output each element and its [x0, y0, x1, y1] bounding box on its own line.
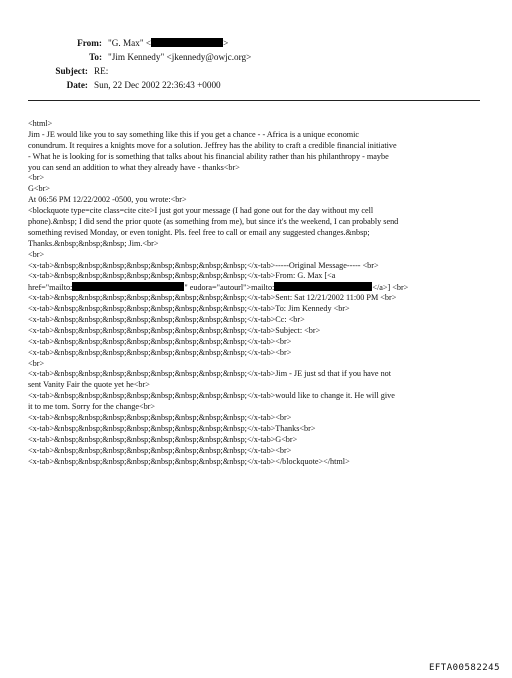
- date-label: Date:: [66, 80, 88, 90]
- subject-value: RE:: [94, 66, 109, 76]
- subject-label: Subject:: [55, 66, 88, 76]
- body-line: <x-tab>&nbsp;&nbsp;&nbsp;&nbsp;&nbsp;&nbsp;&nbsp;&nbsp;</x-tab></blockquote></html>: [28, 456, 350, 466]
- body-line: <x-tab>&nbsp;&nbsp;&nbsp;&nbsp;&nbsp;&nbsp;&nbsp;&nbsp;</x-tab>Jim - JE just sd that if you have not: [28, 369, 392, 379]
- body-line: <br>: [28, 358, 45, 368]
- body-line: phone).&nbsp; I did send the prior quote (as something from me), but since it's the weekend, I can probably send: [28, 217, 399, 227]
- redaction-bar: [72, 282, 184, 291]
- body-line: <x-tab>&nbsp;&nbsp;&nbsp;&nbsp;&nbsp;&nbsp;&nbsp;&nbsp;</x-tab>Sent: Sat 12/21/2002 11:00 PM <br>: [28, 293, 397, 303]
- body-line: <x-tab>&nbsp;&nbsp;&nbsp;&nbsp;&nbsp;&nbsp;&nbsp;&nbsp;</x-tab>Cc: <br>: [28, 315, 305, 325]
- body-line: <x-tab>&nbsp;&nbsp;&nbsp;&nbsp;&nbsp;&nbsp;&nbsp;&nbsp;</x-tab><br>: [28, 336, 292, 346]
- body-line: sent Vanity Fair the quote yet he<br>: [28, 380, 150, 390]
- body-line: - What he is looking for is something that talks about his financial ability rather than his philanthropy - maybe: [28, 151, 389, 161]
- body-line: <x-tab>&nbsp;&nbsp;&nbsp;&nbsp;&nbsp;&nbsp;&nbsp;&nbsp;</x-tab>G<br>: [28, 434, 298, 444]
- body-line-redacted: href="mailto: " eudora="autourl">mailto: </a>] <br>: [28, 283, 409, 293]
- redaction-bar: [151, 38, 223, 47]
- body-line: <html>: [28, 119, 53, 128]
- to-row: [0, 50, 512, 64]
- to-value: "Jim Kennedy" <jkennedy@owjc.org>: [108, 52, 252, 62]
- from-row: [0, 36, 512, 50]
- body-line: something revised Monday, or even tonight. Pls. feel free to call or email any suggested changes.&nbsp;: [28, 227, 370, 237]
- to-label: To:: [89, 52, 102, 62]
- body-line: <x-tab>&nbsp;&nbsp;&nbsp;&nbsp;&nbsp;&nbsp;&nbsp;&nbsp;</x-tab><br>: [28, 445, 292, 455]
- body-line: <x-tab>&nbsp;&nbsp;&nbsp;&nbsp;&nbsp;&nbsp;&nbsp;&nbsp;</x-tab><br>: [28, 347, 292, 357]
- body-line: <x-tab>&nbsp;&nbsp;&nbsp;&nbsp;&nbsp;&nbsp;&nbsp;&nbsp;</x-tab><br>: [28, 413, 292, 423]
- body-line: Jim - JE would like you to say something like this if you get a chance - - Africa is a unique economic: [28, 129, 360, 139]
- body-line: G<br>: [28, 184, 50, 194]
- body-line: <x-tab>&nbsp;&nbsp;&nbsp;&nbsp;&nbsp;&nbsp;&nbsp;&nbsp;</x-tab>To: Jim Kennedy <br>: [28, 304, 350, 314]
- body-line: you can send an addition to what they already have - thanks<br>: [28, 162, 240, 172]
- redaction-bar: [274, 282, 372, 291]
- from-value: "G. Max" < >: [108, 38, 229, 48]
- subject-row: [0, 64, 512, 78]
- body-line: <br>: [28, 249, 45, 259]
- body-line: <x-tab>&nbsp;&nbsp;&nbsp;&nbsp;&nbsp;&nbsp;&nbsp;&nbsp;</x-tab>-----Original Message----- <br>: [28, 260, 379, 270]
- body-line: <x-tab>&nbsp;&nbsp;&nbsp;&nbsp;&nbsp;&nbsp;&nbsp;&nbsp;</x-tab>Subject: <br>: [28, 325, 321, 335]
- body-line: <blockquote type=cite class=cite cite>I just got your message (I had gone out for the day without my cell: [28, 206, 374, 216]
- body-line: <br>: [28, 173, 45, 183]
- body-line: conundrum. It requires a knights move for a solution. Jeffrey has the ability to craft a credible financial initiative: [28, 140, 397, 150]
- body-line: it to me tom. Sorry for the change<br>: [28, 402, 156, 412]
- from-label: From:: [77, 38, 102, 48]
- body-line: <x-tab>&nbsp;&nbsp;&nbsp;&nbsp;&nbsp;&nbsp;&nbsp;&nbsp;</x-tab>From: G. Max [<a: [28, 271, 336, 281]
- header-divider: [28, 100, 480, 101]
- date-row: [0, 78, 512, 92]
- body-line: <x-tab>&nbsp;&nbsp;&nbsp;&nbsp;&nbsp;&nbsp;&nbsp;&nbsp;</x-tab>Thanks<br>: [28, 423, 316, 433]
- email-body: [28, 119, 486, 468]
- body-line: At 06:56 PM 12/22/2002 -0500, you wrote:<br>: [28, 195, 187, 205]
- date-value: Sun, 22 Dec 2002 22:36:43 +0000: [94, 80, 221, 90]
- body-line: <x-tab>&nbsp;&nbsp;&nbsp;&nbsp;&nbsp;&nbsp;&nbsp;&nbsp;</x-tab>would like to change it. He will give: [28, 391, 395, 401]
- email-header: [0, 36, 512, 92]
- body-line: Thanks.&nbsp;&nbsp;&nbsp; Jim.<br>: [28, 238, 159, 248]
- document-id: EFTA00582245: [428, 663, 500, 673]
